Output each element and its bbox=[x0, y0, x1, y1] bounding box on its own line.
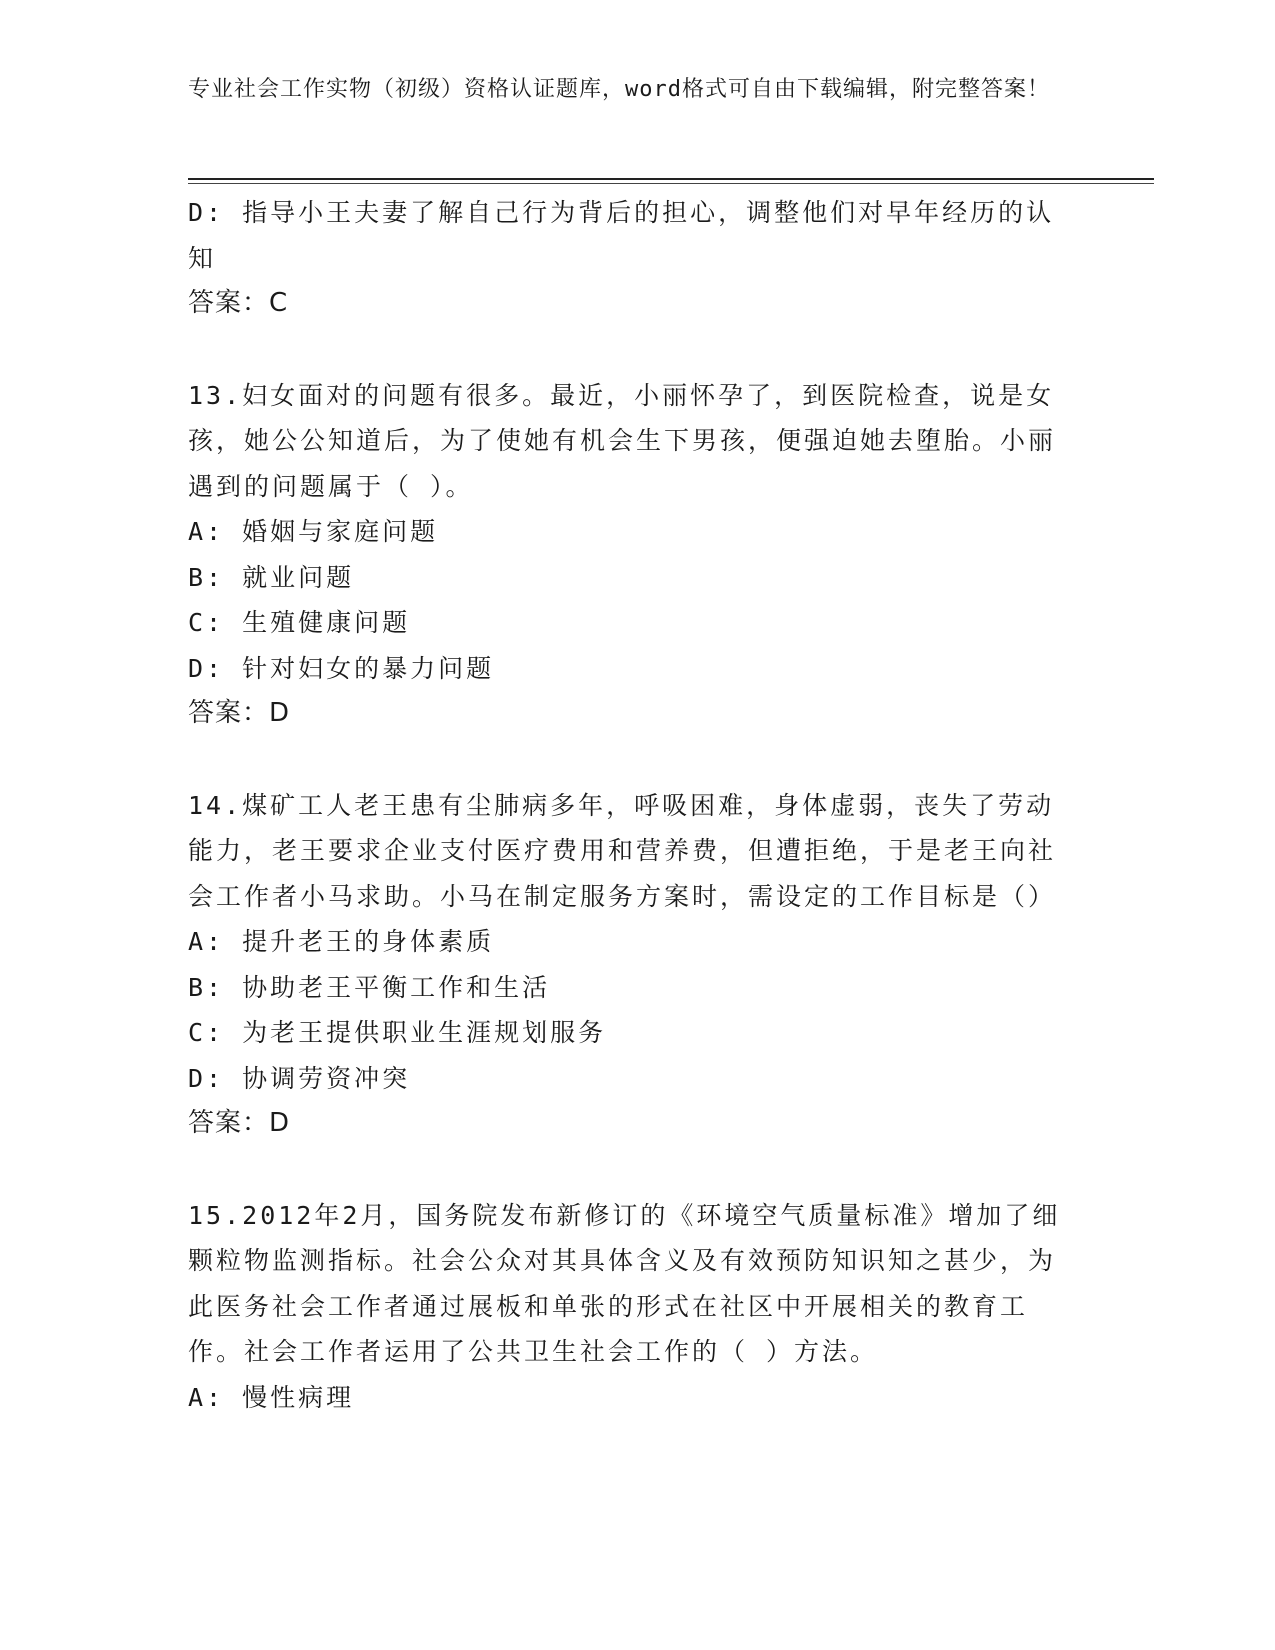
option-c: C: 为老王提供职业生涯规划服务 bbox=[188, 1018, 607, 1047]
answer: 答案：D bbox=[188, 698, 291, 728]
question-13 bbox=[188, 373, 1088, 737]
spacer bbox=[188, 327, 1088, 373]
option-c: C: 生殖健康问题 bbox=[188, 608, 411, 637]
question-15 bbox=[188, 1193, 1088, 1421]
page-header: 专业社会工作实物（初级）资格认证题库，word格式可自由下载编辑，附完整答案！ bbox=[188, 77, 1050, 102]
option-a: A: 婚姻与家庭问题 bbox=[188, 517, 439, 546]
prev-option-d: D: 指导小王夫妻了解自己行为背后的担心，调整他们对早年经历的认知 bbox=[188, 198, 1055, 273]
header-rule-thick bbox=[188, 178, 1154, 180]
header-rule-thin bbox=[188, 183, 1154, 184]
question-stem: 14.煤矿工人老王患有尘肺病多年，呼吸困难，身体虚弱，丧失了劳动能力，老王要求企业支付医疗费用和营养费，但遭拒绝，于是老王向社会工作者小马求助。小马在制定服务方案时，需设定的工作目标是（） bbox=[188, 790, 1057, 911]
option-b: B: 就业问题 bbox=[188, 562, 355, 592]
option-b: B: 协助老王平衡工作和生活 bbox=[188, 972, 551, 1002]
question-stem: 15.2012年2月，国务院发布新修订的《环境空气质量标准》增加了细颗粒物监测指标。社会公众对其具体含义及有效预防知识知之甚少，为此医务社会工作者通过展板和单张的形式在社区中开展相关的教育工作。社会工作者运用了公共卫生社会工作的（ ）方法。 bbox=[188, 1200, 1061, 1366]
question-14 bbox=[188, 783, 1088, 1147]
prev-answer: 答案：C bbox=[188, 288, 289, 318]
question-content bbox=[188, 190, 1088, 1420]
answer: 答案：D bbox=[188, 1108, 291, 1138]
option-d: D: 针对妇女的暴力问题 bbox=[188, 653, 495, 683]
option-a: A: 慢性病理 bbox=[188, 1382, 355, 1412]
option-a: A: 提升老王的身体素质 bbox=[188, 927, 495, 956]
spacer bbox=[188, 1147, 1088, 1193]
spacer bbox=[188, 737, 1088, 783]
option-d: D: 协调劳资冲突 bbox=[188, 1063, 411, 1093]
question-stem: 13.妇女面对的问题有很多。最近，小丽怀孕了，到医院检查，说是女孩，她公公知道后，为了使她有机会生下男孩，便强迫她去堕胎。小丽遇到的问题属于（ ）。 bbox=[188, 380, 1057, 501]
